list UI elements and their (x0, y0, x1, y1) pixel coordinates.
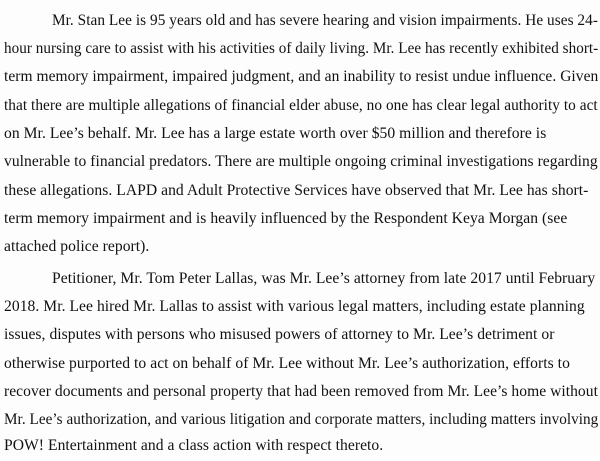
paragraph-2-line-5: recover documents and personal property that had been removed from Mr. Lee’s home without (4, 383, 598, 400)
paragraph-2-line-7: POW! Entertainment and a class action with respect thereto. (4, 437, 384, 454)
paragraph-2-line-1: Petitioner, Mr. Tom Peter Lallas, was Mr. Lee’s attorney from late 2017 until February (52, 270, 596, 287)
paragraph-1-line-4: that there are multiple allegations of financial elder abuse, no one has clear legal authority to act (4, 97, 598, 114)
paragraph-2-line-2: 2018. Mr. Lee hired Mr. Lallas to assist with various legal matters, including estate planning (4, 298, 585, 315)
paragraph-1-line-5: on Mr. Lee’s behalf. Mr. Lee has a large estate worth over $50 million and therefore is (4, 125, 547, 142)
paragraph-1-line-6: vulnerable to financial predators. There are multiple ongoing criminal investigations regarding (4, 153, 598, 170)
paragraph-2-line-6: Mr. Lee’s authorization, and various litigation and corporate matters, including matters involving (4, 411, 599, 428)
paragraph-2-line-4: otherwise purported to act on behalf of Mr. Lee without Mr. Lee’s authorization, efforts to (4, 355, 570, 372)
paragraph-1-line-2: hour nursing care to assist with his activities of daily living. Mr. Lee has recently exhibited short- (4, 40, 599, 57)
paragraph-2-line-3: issues, disputes with persons who misused powers of attorney to Mr. Lee’s detriment or (4, 326, 555, 343)
paragraph-1-line-9: attached police report). (4, 238, 150, 255)
paragraph-1-line-7: these allegations. LAPD and Adult Protective Services have observed that Mr. Lee has short- (4, 182, 589, 199)
paragraph-1-line-1: Mr. Stan Lee is 95 years old and has severe hearing and vision impairments. He uses 24- (52, 12, 598, 29)
paragraph-1-line-3: term memory impairment, impaired judgment, and an inability to resist undue influence. Given (4, 68, 599, 85)
paragraph-1-line-8: term memory impairment and is heavily influenced by the Respondent Keya Morgan (see (4, 210, 568, 227)
